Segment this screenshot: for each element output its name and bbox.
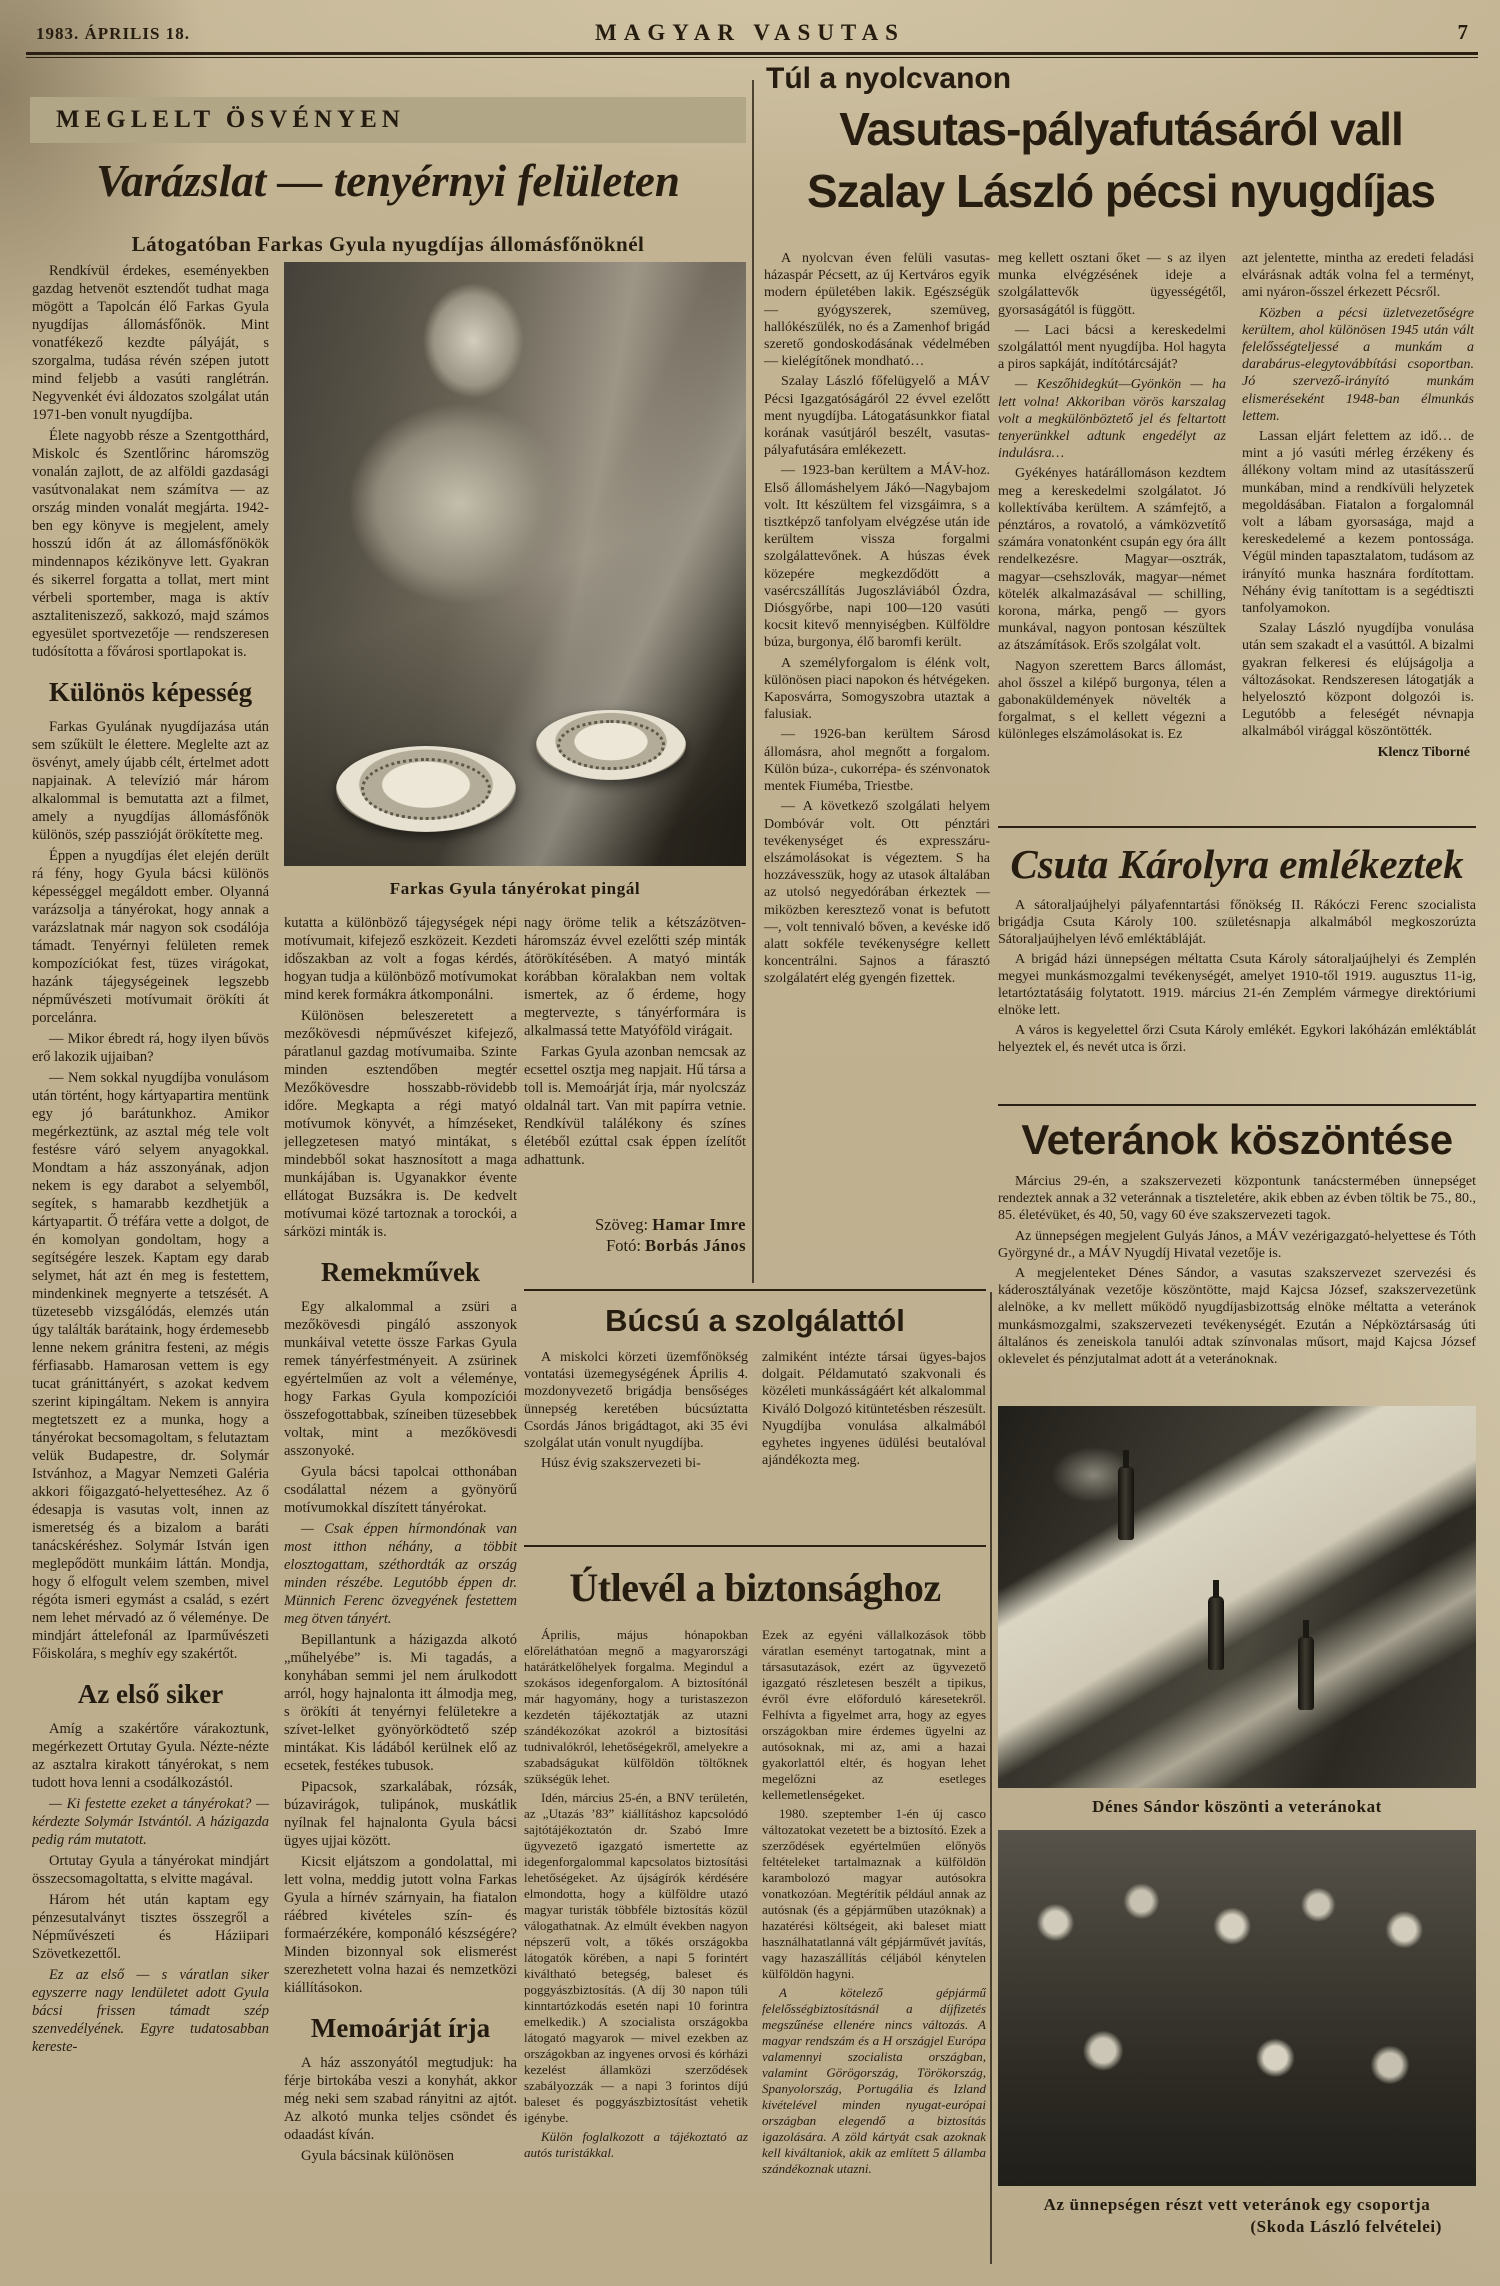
section-subhead: Különös képesség bbox=[48, 677, 253, 707]
paragraph: Szalay László nyugdíjba vonulása után sem szakadt el a vasúttól. A bizalmi gyakran felkeresi és elújságolja a változásokat. Rendszeresen látogatják a helyelosztó központ dolgozói is. Legutóbb a feleségét névnapja alkalmából virággal köszöntötték. bbox=[1242, 621, 1474, 740]
veterans-photo2-caption-line2: (Skoda László felvételei) bbox=[1250, 2217, 1442, 2236]
csuta-body bbox=[998, 897, 1476, 1085]
plate-pattern bbox=[361, 758, 491, 820]
paragraph: zalmiként intézte társai ügyes-bajos dolgait. Példamutató szakvonali és közéleti munkásságáért két alkalommal Kiváló Dolgozó kitüntetésben részesült. Nyugdíjba vonulása alkalmából egyhetes ingyenes üdülési beutalóval ajándékozta meg. bbox=[762, 1350, 986, 1469]
paragraph: Az ünnepségen megjelent Gulyás János, a MÁV vezérigazgató-helyettese és Tóth Györgyné dr., a MÁV Nyugdíj Hivatal vezetője is. bbox=[998, 1228, 1476, 1261]
center-column-rule bbox=[752, 80, 754, 1283]
paragraph: Amíg a szakértőre várakoztunk, megérkezett Ortutay Gyula. Nézte-nézte az asztalra kirakott tányérokat, s nem tudott hova lenni a csodálkozástól. bbox=[32, 1721, 269, 1791]
paragraph: — A következő szolgálati helyem Dombóvár volt. Ott pénztári tevékenységet és expresszáru-elszámolásokat is végeztem. S ha hozzávesszük, hogy az utasok általában az utolsó negyedórában érkeztek — miközben keresztező vonat is befutott —, volt tennivaló bőven, a kevéske idő alatt sokféle tevékenységre kellett koncentrálni. Sajnos a fárasztó szolgálatért elég gyengén fizettek. bbox=[764, 799, 990, 987]
paragraph: A személyforgalom is élénk volt, különösen piaci napokon és hétvégeken. Kaposvárra, Somogyszobra utaztak a falusiak. bbox=[764, 655, 990, 723]
text-credit-label: Szöveg: bbox=[594, 1215, 649, 1234]
text-credit bbox=[524, 1214, 746, 1235]
veterans-photo1-caption: Dénes Sándor köszönti a veteránokat bbox=[1092, 1797, 1382, 1816]
paragraph: Három hét után kaptam egy pénzesutalványt tisztes összegről a Népművészeti és Háziipari Szövetkezettől. bbox=[32, 1892, 269, 1962]
paragraph: Gyékényes határállomáson kezdtem meg a kereskedelmi szolgálatot. Jó kollektívába kerültem. A számfejtő, a pénztáros, a rovatoló, a vámközvetítő számára vonatonként csupán egy óra állt rendelkezésre. Magyar—osztrák, magyar—csehszlovák, magyar—német kötelék alkalmazásával — schilling, korona, márka, pengő — gyors munkával, nagyon pontosan készültek az átszámítások. Erős szolgálat volt. bbox=[998, 466, 1226, 654]
bucsu-column-1 bbox=[524, 1349, 748, 1527]
bottle-shape bbox=[1208, 1596, 1224, 1670]
paragraph: Nagyon szerettem Barcs állomást, ahol ősszel a kilépő burgonya, télen a gabonaküldemények növelték a forgalmat, s el kellett végezni a különleges elszámolásokat is. Ez bbox=[998, 658, 1226, 743]
paragraph: — Laci bácsi a kereskedelmi szolgálattól ment nyugdíjba. Hol hagyta a piros sapkáját, indítótárcsáját? bbox=[998, 322, 1226, 373]
paragraph: meg kellett osztani őket — s az ilyen munka elvégzésének ideje a szolgálattevők ügyességétől, gyorsaságától is függött. bbox=[998, 251, 1226, 318]
csuta-section bbox=[998, 826, 1476, 1104]
paragraph: — 1923-ban kerültem a MÁV-hoz. Első állomáshelyem Jákó—Nagybajom volt. Itt készültem fel vizsgáimra, s a tisztképző tanfolyam elvégzése után ide kerültem vissza forgalmi szolgálattevőnek. A húszas évek közepére megkezdődött a vasércszállítás Jugoszláviából Ózdra, Diósgyőrbe, napi 100—120 vasúti kocsit kitevő mennyiségben. Külföldre búza, burgonya, élő baromfi került. bbox=[764, 463, 990, 651]
paragraph: A kötelező gépjármű felelősségbiztosításnál a díjfizetés megszűnése ellenére nincs változás. A magyar rendszám és a H országjel Európa valamennyi szocialista országban, valamint Görögország, Törökország, Spanyolország, Portugália és Izland kivételével minden nyugat-európai országban elegendő a biztosítás igazolására. A zöld kártyát csak azoknak kell kiváltaniok, akik az említett 5 államba szándékoznak utazni. bbox=[762, 1985, 986, 2176]
paragraph: Közben a pécsi üzletvezetőségre kerültem, ahol különösen 1945 után vált felelősségteljessé a munkám a darabárus-elegytovábbítási csoportban. Jó szervező-irányító munkám elismeréseként 1948-ban élmunkás lettem. bbox=[1242, 305, 1474, 424]
left-article-credits bbox=[524, 1214, 746, 1256]
painted-plate-shape bbox=[336, 746, 516, 832]
bottle-shape bbox=[1298, 1636, 1314, 1710]
utlevel-column-2 bbox=[762, 1627, 986, 2267]
plate-pattern bbox=[557, 720, 665, 770]
bucsu-headline: Búcsú a szolgálattól bbox=[605, 1303, 905, 1338]
paragraph: Külön foglalkozott a tájékoztató az autós turistákkal. bbox=[524, 2129, 748, 2160]
utlevel-headline: Útlevél a biztonsághoz bbox=[569, 1565, 941, 1610]
paragraph: — Mikor ébredt rá, hogy ilyen bűvös erő lakozik ujjaiban? bbox=[32, 1031, 269, 1065]
paragraph: Április, május hónapokban előreláthatóan megnő a magyarországi határátkelőhelyek forgalma. Megindul a szokásos idegenforgalom. A biztosítónál már hagyomány, hogy a turistaszezon kezdetén tájékoztatják az utazni szándékozókat azokról a biztosítási tudnivalókról, lehetőségekről, amelyekre a szabadságukat külföldön töltőknek szükségük lehet. bbox=[524, 1627, 748, 1786]
text-credit-name: Hamar Imre bbox=[652, 1215, 746, 1234]
bucsu-column-2 bbox=[762, 1349, 986, 1527]
paragraph: Farkas Gyulának nyugdíjazása után sem szűkült le élettere. Meglelte azt az ösvényt, amely újabb célt, értelmet adott napjainak. A televízió már három alkalommal is bemutatta azt a filmet, amely a nyugdíjas állomásfőnök különös, szép passzióját örökítette meg. bbox=[32, 719, 269, 843]
photo-credit-label: Fotó: bbox=[606, 1236, 641, 1255]
paragraph: Idén, március 25-én, a BNV területén, az „Utazás ’83” kiállításhoz kapcsolódó sajtótájékoztatón dr. Szabó Imre ügyvezető igazgató ismertette az idegenforgalommal kapcsolatos biztosítási lehetőségeket. Az újságírók kérdésére elmondotta, hogy a külföldre utazó magyar turisták többféle biztosítás közül válogathatnak. Az elmúlt években nagyon népszerű volt, a tőkés országokba látogatók körében, a napi 5 forintért kiváltható betegség, baleset és poggyászbiztosítás. (A díj 30 napon túli kinntartózkodás esetén napi 10 forintra emelkedik.) A szocialista országokba látogató magyarok — mivel ezekben az országokban az ingyenes orvosi és kórházi kezelést államközi szerződések szabályozzák — a napi 3 forintos díjú baleset és poggyászbiztosítást vehetik igénybe. bbox=[524, 1790, 748, 2125]
paragraph: Gyula bácsinak különösen bbox=[301, 2148, 455, 2164]
veteranok-section bbox=[998, 1104, 1476, 1404]
paragraph: Bepillantunk a házigazda alkotó „műhelyébe” is. Mi tagadás, a konyhában semmi jel nem árulkodott arról, hogy hajnalonta itt álmodja meg, s örökíti át tenyérnyi felületekre a szívet-lelket gyönyörködtető szép mintákat. Kis ládából kerülnek elő az ecsetek, festékes tubusok. bbox=[284, 1632, 517, 1774]
farkas-gyula-photo bbox=[284, 262, 746, 866]
section-subhead: Remekművek bbox=[321, 1257, 480, 1287]
photo-credit bbox=[524, 1235, 746, 1256]
paragraph: A miskolci körzeti üzemfőnökség vontatási üzemegységének Április 4. mozdonyvezető brigádja bensőséges ünnepség keretében búcsúztatta Csordás János brigádtagot, aki 35 évi szolgálat után vonult nyugdíjba. bbox=[524, 1350, 748, 1452]
paragraph: — 1926-ban kerültem Sárosd állomásra, ahol megnőtt a forgalom. Külön búza-, cukorrépa- és szénvonatok mentek Fiuméba, Triestbe. bbox=[764, 727, 990, 795]
right-column-rule bbox=[990, 1292, 992, 2264]
paragraph: Március 29-én, a szakszervezeti központunk tanácstermében ünnepséget rendeztek annak a 32 veteránnak a tiszteletére, akik ebben az évben töltik be 75., 80., 85. életévüket, és 40, 50, vagy 60 éve szakszervezeti tagok. bbox=[998, 1174, 1476, 1224]
szalay-column-3 bbox=[1242, 250, 1474, 818]
csuta-headline: Csuta Károlyra emlékeztek bbox=[1010, 841, 1464, 887]
paragraph: azt jelentette, mintha az eredeti feladási elvárásnak adták volna fel a terményt, ami nyáron-ősszel érkezett Pécsről. bbox=[1242, 251, 1474, 301]
veterans-photo2-caption bbox=[998, 2194, 1476, 2238]
photo-credit-name: Borbás János bbox=[645, 1236, 746, 1255]
masthead-title: MAGYAR VASUTAS bbox=[595, 20, 905, 45]
paragraph: Szalay László főfelügyelő a MÁV Pécsi Igazgatóságáról 22 évvel ezelőtt ment nyugdíjba. Látogatásunkkor fiatal korának vasútjáról beszélt, vasutas-pályafutására emlékezett. bbox=[764, 374, 990, 459]
paragraph: Különösen beleszeretett a mezőkövesdi népművészet kifejező, páratlanul gazdag motívumaiba. Szinte minden esztendőben megtér Mezőkövesdre hosszabb-rövidebb időre. Megkapta a régi matyó motívumok könyvét, a hímzéseket, jellegzetesen matyó mintákat, s mindebből sokat hasznosított a maga munkájában is. Ugyanakkor évente ellátogat Buzsákra is. De kedvelt motívumai közé tartoznak a torockói, a sárközi minták is. bbox=[284, 1008, 517, 1240]
left-article-kicker: MEGLELT ÖSVÉNYEN bbox=[30, 97, 746, 143]
masthead-date: 1983. ÁPRILIS 18. bbox=[36, 24, 190, 43]
left-article-subheadline: Látogatóban Farkas Gyula nyugdíjas állomásfőnöknél bbox=[131, 232, 645, 256]
paragraph: — Csak éppen hírmondónak van most itthon néhány, a többit elosztogattam, széthordták az ország minden részébe. Legutóbb éppen dr. Münnich Ferenc özvegyének festettem meg ötven tányért. bbox=[284, 1521, 517, 1627]
veterans-group-photo bbox=[998, 1830, 1476, 2186]
veterans-banquet-photo bbox=[998, 1406, 1476, 1788]
left-article-column-1 bbox=[32, 262, 269, 2214]
paragraph: nagy öröme telik a kétszázötven-háromszáz évvel ezelőtti szép minták átörökítésében. A matyó minták korábban köralakban nem voltak ismertek, az ő érdeme, hogy megtervezte, s tányérformára is alkalmassá tette Matyóföld virágait. bbox=[524, 915, 746, 1039]
paragraph: A város is kegyelettel őrzi Csuta Károly emlékét. Egykori lakóházán emléktáblát helyeztek el, és nevét utca is őrzi. bbox=[998, 1023, 1476, 1055]
veterans-photo2-caption-line1: Az ünnepségen részt vett veteránok egy csoportja bbox=[1043, 2195, 1431, 2214]
veteranok-body bbox=[998, 1173, 1476, 1395]
paragraph: Klencz Tiborné bbox=[1377, 744, 1470, 760]
veteranok-headline: Veteránok köszöntése bbox=[1021, 1116, 1453, 1163]
left-article-column-2 bbox=[284, 914, 517, 2216]
masthead-rule bbox=[26, 52, 1478, 55]
paragraph: A nyolcvan éven felüli vasutas-házaspár Pécsett, az új Kertváros egyik modern épületében lakik. Egészségük — gyógyszerek, szemüveg, hallókészülék, no és a Zamenhof brigád szerető gondoskodásának védelmében — kielégítőnek mondható… bbox=[764, 251, 990, 370]
paragraph: A brigád házi ünnepségen méltatta Csuta Károly sátoraljaújhelyi és Zemplén megyei munkásmozgalmi tevékenységét, amelyet 1910-től 1919. augusztus 11-ig, letartóztatásáig folytatott. 1919. március 21-én Zemplém vármegye direktóriumi elnöke lett. bbox=[998, 952, 1476, 1018]
paragraph: Farkas Gyula azonban nemcsak az ecsettel osztja meg napjait. Hű társa a toll is. Memoárját írja, már nyolcszáz oldalnál tart. Van mit papírra vetnie. Rendkívül találékony és színes életéből ezúttal csak éppen ízelítőt adhattunk. bbox=[524, 1044, 746, 1168]
paragraph: Pipacsok, szarkalábak, rózsák, búzavirágok, tulipánok, muskátlik nyílnak fel hajnalonta Gyula bácsi ügyes ujjai között. bbox=[284, 1779, 517, 1849]
masthead-page-number: 7 bbox=[1457, 20, 1468, 44]
bottle-shape bbox=[1118, 1466, 1134, 1540]
szalay-headline-line1: Vasutas-pályafutásáról vall bbox=[839, 103, 1403, 155]
paragraph: A ház asszonyától megtudjuk: ha férje birtokába veszi a konyhát, akkor még neki sem szabad rányitni az ajtót. Az alkotó munka teljes csöndet és odaadást kíván. bbox=[284, 2055, 517, 2143]
paragraph: — Keszőhidegkút—Gyönkön — ha lett volna! Akkoriban vörös karszalag volt a megkülönböztető jel és feltartott tenyerünkkel adtunk engedélyt az indulásra… bbox=[998, 377, 1226, 462]
szalay-headline-line2: Szalay László pécsi nyugdíjas bbox=[806, 165, 1436, 217]
paragraph: Ortutay Gyula a tányérokat mindjárt összecsomagoltatta, s elvitte magával. bbox=[32, 1853, 269, 1887]
farkas-photo-caption: Farkas Gyula tányérokat pingál bbox=[389, 879, 641, 898]
paragraph: Élete nagyobb része a Szentgotthárd, Miskolc és Szentlőrinc háromszög vonalán zajlott, de az alföldi gazdasági vasútvonalakat nem számítva — az ország minden vonalát megjárta. 1942-ben egy könyve is megjelent, amely hosszú időn át az állomásfőnökök mindennapos kézikönyve lett. Gyakran és sikerrel forgatta a tollat, mert mint vérbeli sportember, maga is aktív asztaliteniszező, sakkozó, majd számos egyesület sportvezetője — rendszeresen tudósította a fővárosi sportlapokat is. bbox=[32, 428, 269, 660]
szalay-column-2 bbox=[998, 250, 1226, 818]
paragraph: Éppen a nyugdíjas élet elején derült rá fény, hogy Gyula bácsi különös képességgel megáldott ember. Olyanná varázsolja a tányérokat, hogy annak a varázslatnak már nagyon sok csodálója támadt. Tenyérnyi felületen remek kompozíciókat fest, tüzes virágokat, hazánk tájegységeinek legszebb népművészeti motívumait örökíti át porcelánra. bbox=[32, 848, 269, 1026]
paragraph: — Nem sokkal nyugdíjba vonulásom után történt, hogy kártyapartira mentünk egy jó barátunkhoz. Amikor megérkeztünk, az asztal még tele volt festésre váró selyem anyagokkal. Mondtam a ház asszonyának, adjon nekem is egy darabot a selyemből, segítek, s hamarabb kezdhetjük a kártyapartit. Ő tréfára vette a dolgot, de én komolyan gondoltam, hogy a segítségére leszek. Kaptam egy darab selymet, hát azt én meg is festettem, mindenkinek megnyerte a tetszését. A tüzetesebb vizsgálódás, elemzés után úgy találták barátaink, hogy érdemesebb lenne nekem gránitra festeni, az mégis férfiasabb. Hamarosan vettem is egy tucat gránittányért, s azokat kedvem szerint kipingáltam. Nekem is annyira megtetszett ez a munka, hogy a tányérokat becsomagoltam, s felutaztam velük Budapestre, dr. Solymár Istvánhoz, a Magyar Nemzeti Galéria akkori főigazgató-helyetteséhez. Az ő édesapja is vasutas volt, innen az ismeretség és a bizalom a baráti tanácskéréshez. Solymár István igen meglepődött munkáim láttán. Mondja, hogy ő elfogult velem szemben, mivel régóta ismeri egymást a család, s ezért nem lehet mérvadó az ő véleménye. De mindjárt áttelefonál az Iparművészeti Főiskolára, s meghív egy szakértőt. bbox=[32, 1070, 269, 1662]
section-subhead: Az első siker bbox=[77, 1679, 224, 1709]
paragraph: Lassan eljárt felettem az idő… de mint a jó vasúti mérleg érzékeny és állékony voltam mind az utasításszerű munkában, mind a rendkívüli helyzetek megoldásában. Fiatalon a forgalomnál volt a lábam gyorsasága, majd a kereskedelemé a kezem pontossága. Végül minden tapasztalatom, tudásom az irányító munka hasznára fordítottam. Néhány évig tanítottam is a segédtiszti tanfolyamokon. bbox=[1242, 429, 1474, 617]
utlevel-section bbox=[524, 1560, 986, 2286]
szalay-column-1 bbox=[764, 250, 990, 1278]
paragraph: A megjelenteket Dénes Sándor, a vasutas szakszervezet szervezési és káderosztályának vezetője köszöntötte, majd Kajcsa József, szakszervezetünk alelnöke, a kv mellett működő nyugdíjasbizottság elnöke méltatta a veteránok munkásmozgalmi, szakszervezeti tevékenységét. Ezután a Népköztársaság úti általános és zeneiskola tanulói adtak színvonalas műsort, majd Kajcsa József oklevelet és pénzjutalmat adott át a veteránoknak. bbox=[998, 1266, 1476, 1368]
paragraph: Ez az első — s váratlan siker egyszerre nagy lendületet adott Gyula bácsi frissen támadt szép szenvedélyének. Egyre tudatosabban kereste- bbox=[32, 1967, 269, 2055]
painted-plate-shape bbox=[536, 710, 686, 780]
szalay-kicker: Túl a nyolcvanon bbox=[766, 62, 1012, 95]
paragraph: A sátoraljaújhelyi pályafenntartási főnökség II. Rákóczi Ferenc szocialista brigádja Csuta Károly 100. születésnapja alkalmából megkoszorúzta Sátoraljaújhelyen lévő emléktábláját. bbox=[998, 898, 1476, 947]
paragraph: Ezek az egyéni vállalkozások több váratlan eseményt tartogatnak, mint a társasutazások, ezért az ügyvezető igazgató részletesen beszélt a tipikus, évről évre előforduló káresetekről. Felhívta a figyelmet arra, hogy az egyes országokban mire érdemes ügyelni az autósoknak, mi az, ami a hazai gyakorlattól eltér, és hogyan lehet megelőzni az esetleges kellemetlenségeket. bbox=[762, 1627, 986, 1802]
left-article-headline: Varázslat — tenyérnyi felületen bbox=[96, 156, 680, 206]
section-subhead: Memoárját írja bbox=[310, 2013, 491, 2043]
paragraph: Kicsit eljátszom a gondolattal, mi lett volna, meddig jutott volna Farkas Gyula a hírnév szárnyain, ha fiatalon ráébred kivételes szín- és formaérzékére, komponáló készségére? Minden bizonnyal sok elismerést szerezhetett volna hazai és nemzetközi kiállításokon. bbox=[284, 1854, 517, 1996]
paragraph: — Ki festette ezeket a tányérokat? — kérdezte Solymár Istvántól. A házigazda pedig rám mutatott. bbox=[32, 1796, 269, 1848]
paragraph: Rendkívül érdekes, eseményekben gazdag hetvenöt esztendőt tudhat maga mögött a Tapolcán élő Farkas Gyula nyugdíjas állomásfőnök. Mint vonatfékező kezdte pályáját, s szorgalma, tudása révén szépen jutott mind feljebb a vasúti ranglétrán. Negyvenkét évi áldozatos szolgálat után 1971-ben vonult nyugdíjba. bbox=[32, 263, 269, 423]
utlevel-column-1 bbox=[524, 1627, 748, 2267]
bucsu-box bbox=[524, 1289, 986, 1547]
paragraph: kutatta a különböző tájegységek népi motívumait, kifejező eszközeit. Kezdeti időszakban az volt a fogas kérdés, hogyan tudja a különböző motívumokat mind kerek formákra átkomponálni. bbox=[284, 915, 517, 1003]
paragraph: Gyula bácsi tapolcai otthonában csodálattal nézem a gyönyörű motívumokkal díszített tányérokat. bbox=[284, 1464, 517, 1516]
paragraph: Egy alkalommal a zsüri a mezőkövesdi pingáló asszonyok munkáival vetette össze Farkas Gyula remek tányérfestményeit. A zsürinek egyértelműen az volt a véleménye, hogy Farkas Gyula kompozíciói összefogottabbak, színeiben tüzesebbek voltak, mint a mezőkövesdi asszonyoké. bbox=[284, 1299, 517, 1459]
paragraph: 1980. szeptember 1-én új casco változatokat vezetett be a biztosító. Ezek a szerződések egyértelműen előnyös feltételeket tartalmaznak a külföldön karambolozó magyar autósokra vonatkozóan. Megtérítik például annak az autósnak (és a gépjárműben utazóknak) a hazatérési költségeit, aki baleset miatt használhatatlanná vált gépjárművét javítás, vagy hazaszállítás céljából kénytelen külföldön hagyni. bbox=[762, 1806, 986, 1981]
szalay-headline bbox=[764, 98, 1478, 222]
left-article-column-3 bbox=[524, 914, 746, 1210]
paragraph: Húsz évig szakszervezeti bi- bbox=[541, 1456, 701, 1472]
